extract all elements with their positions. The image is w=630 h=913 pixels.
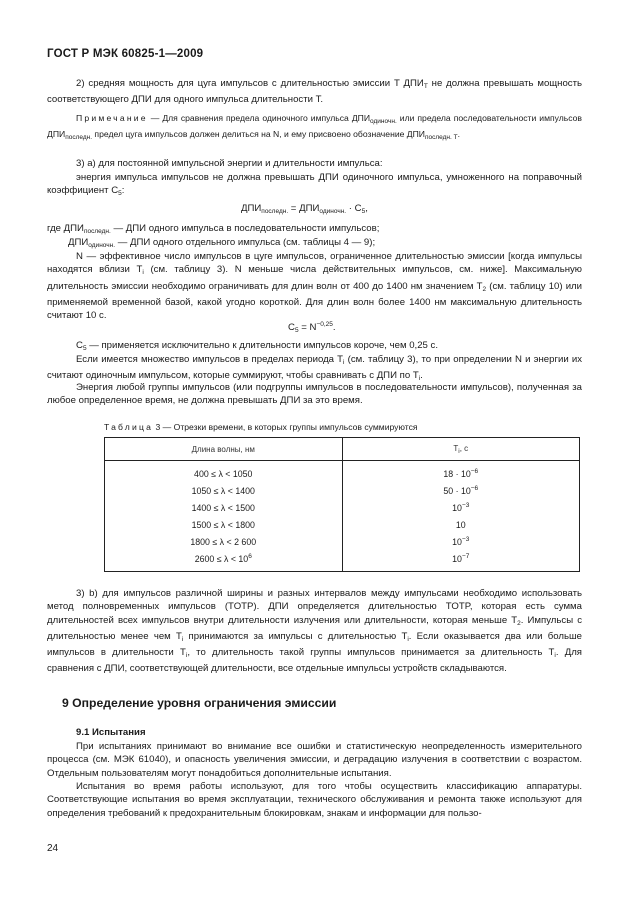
text: C <box>288 322 295 333</box>
text: C <box>76 340 83 351</box>
superscript: −6 <box>470 468 479 475</box>
paragraph-3a-body <box>47 171 582 201</box>
text: , то длительность такой группы импульсов принимается за длительность T <box>187 647 555 659</box>
text: 2600 ≤ λ < 10 <box>194 554 249 564</box>
text: : <box>121 185 125 197</box>
cell-range: 1050 ≤ λ < 1400 <box>105 482 343 499</box>
subscript: i <box>554 652 556 660</box>
cell-time <box>342 533 580 550</box>
text: · C <box>346 203 362 214</box>
text: Если имеется множество импульсов в пределах периода T <box>76 354 344 365</box>
subscript: последн. <box>65 134 93 141</box>
table-row <box>105 533 580 550</box>
table-row <box>105 550 580 572</box>
subscript: 5 <box>82 345 87 352</box>
header-time <box>342 438 580 461</box>
superscript: −6 <box>470 485 479 492</box>
caption-text: 3 — Отрезки времени, в которых группы импульсов суммируются <box>153 422 418 432</box>
superscript: −3 <box>461 536 470 543</box>
document-header: ГОСТ Р МЭК 60825-1—2009 <box>47 48 204 60</box>
text: ДПИ <box>68 237 89 248</box>
subscript: одиночн. <box>88 242 116 249</box>
text: При испытаниях принимают во внимание все ошибки и статистическую неопределенность измерительного процесса (см. МЭК 61040), и опасность увеличения эмиссии, и деградацию излучения в соответствии с возрастом. Отдельным пользователям могут понадобиться дополнительные испытания. <box>47 741 582 779</box>
subscript: 5 <box>361 208 366 215</box>
subscript: i <box>181 635 184 643</box>
text: 10 <box>452 554 462 564</box>
section-9-1-heading: 9.1 Испытания <box>76 727 146 738</box>
text: — ДПИ одного отдельного импульса (см. таблицы 4 — 9); <box>115 237 376 248</box>
subscript: i <box>142 269 144 277</box>
subscript: 2 <box>517 619 521 627</box>
cell-range: 1400 ≤ λ < 1500 <box>105 499 343 516</box>
cell-range <box>105 550 343 572</box>
cell-time <box>342 499 580 516</box>
subscript: 5 <box>294 327 299 334</box>
paragraph-2 <box>47 77 582 107</box>
subscript: i <box>407 635 409 643</box>
table-3 <box>104 437 580 572</box>
formula-2 <box>288 321 336 334</box>
text: не должна превышать мощность соответствующего ДПИ для одного импульса длительности T. <box>47 78 583 106</box>
table-row <box>105 499 580 516</box>
table-row <box>105 461 580 483</box>
section-9-heading: 9 Определение уровня ограничения эмиссии <box>62 696 337 710</box>
page-number: 24 <box>47 843 59 854</box>
text: . <box>457 129 460 139</box>
caption-label: Таблица <box>104 422 154 432</box>
superscript: −3 <box>461 502 470 509</box>
note-label: Примечание <box>76 113 148 123</box>
cell-time <box>342 461 580 483</box>
text: , <box>365 203 368 214</box>
table-caption <box>104 422 418 432</box>
subscript: одиночн. <box>370 118 397 125</box>
paragraph-3b <box>47 587 582 676</box>
paragraph-9-1-b <box>47 780 582 820</box>
text: , с <box>459 443 469 453</box>
subscript: 2 <box>482 285 487 293</box>
subscript: i <box>458 447 460 455</box>
text: = ДПИ <box>288 203 320 214</box>
text: принимаются за импульсы с длительностью T <box>183 630 408 642</box>
subscript: последн. T <box>424 134 458 141</box>
paragraph-9-1-a <box>47 740 582 780</box>
formula-1 <box>241 203 368 215</box>
text: . <box>332 322 336 333</box>
subscript: последн. <box>83 228 111 235</box>
table-row <box>105 516 580 533</box>
subscript: последн. <box>261 208 289 215</box>
cell-range: 1500 ≤ λ < 1800 <box>105 516 343 533</box>
cell-time <box>342 516 580 533</box>
paragraph-3a <box>47 157 582 170</box>
subscript: i <box>343 359 345 366</box>
subscript: 5 <box>118 190 122 198</box>
text: N — эффективное число импульсов в цуге импульсов, ограниченное длительностью эмиссии [когда импульсы находятся вблизи T <box>47 251 582 276</box>
note-paragraph <box>47 112 582 144</box>
paragraph-N <box>47 250 582 322</box>
text: 10 <box>455 519 466 530</box>
table-row <box>105 482 580 499</box>
subscript: i <box>185 652 188 660</box>
text: где ДПИ <box>47 223 84 234</box>
cell-time <box>342 550 580 572</box>
text: . Для сравнения с ДПИ, соответствующей длительности, все отдельные импульсы устройств складываются. <box>47 647 582 675</box>
text: = N <box>298 322 317 333</box>
header-wavelength: Длина волны, нм <box>105 438 343 461</box>
text: T <box>453 443 459 453</box>
paragraph-energy <box>47 381 582 408</box>
text: (см. таблицу 10) или применяемой временной базой, какой угодно короткой. Для длин волн более 1400 нм максимальную длительность считают 10 с. <box>47 280 583 322</box>
text: (см. таблицу 3), то при определении N и энергии их считают одиночным импульсом, которые суммируют, чтобы сравнивать с ДПИ по T <box>47 354 582 382</box>
subscript: одиночн. <box>319 208 347 215</box>
superscript: −0,25 <box>316 321 333 328</box>
text: или предела последовательности импульсов ДПИ <box>47 113 582 139</box>
text: энергия импульса импульсов не должна превышать ДПИ одиночного импульса, умноженного на поправочный коэффициент C <box>47 172 582 197</box>
text: 10 <box>452 537 462 547</box>
text: 2) средняя мощность для цуга импульсов с длительностью эмиссии T ДПИ <box>76 78 424 89</box>
text: — ДПИ одного импульса в последовательности импульсов; <box>110 223 380 234</box>
text: — Для сравнения предела одиночного импульса ДПИ <box>147 113 371 123</box>
table-header-row <box>105 438 580 461</box>
cell-time <box>342 482 580 499</box>
text: . Импульсы с длительностью менее чем T <box>47 614 583 642</box>
subscript: T <box>423 83 428 90</box>
subscript: i <box>418 375 421 383</box>
text: 3) b) для импульсов различной ширины и разных интервалов между импульсами необходимо использовать метод полновременных импульсов (TOTP). ДПИ определяется длительностью TOTP, которая есть сумма длительностей всех импульсов внутри длительности излучения или длительности, которая меньше T <box>47 588 582 626</box>
text: 18 · 10 <box>443 469 471 479</box>
text: Испытания во время работы используют, для того чтобы осуществить классификацию аппаратуры. Соответствующие испытания во время эксплуатации, технического обслуживания и ремонта также используют для определения требований к предохранительным блокировкам, знакам и информации для пользо- <box>47 781 582 819</box>
cell-range: 1800 ≤ λ < 2 600 <box>105 533 343 550</box>
cell-range: 400 ≤ λ < 1050 <box>105 461 343 483</box>
superscript: −7 <box>461 553 470 560</box>
text: (см. таблицу 3). N меньше числа действительных импульсов, см. ниже]. Максимальную длительность эмиссии необходимо ограничивать для длин волн от 400 до 1400 нм значением T <box>47 264 582 292</box>
text: 50 · 10 <box>443 486 471 496</box>
text: . Если оказывается два или больше импульсов в длительности T <box>47 630 582 659</box>
text: . <box>420 370 423 382</box>
superscript: 6 <box>248 553 252 560</box>
text: Энергия любой группы импульсов (или подгруппы импульсов в последовательности импульсов), полученная за любое определенное время, не должна превышать ДПИ за это время. <box>47 382 582 407</box>
text: ДПИ <box>241 203 262 214</box>
text: предел цуга импульсов должен делиться на N, и ему присвоено обозначение ДПИ <box>92 129 425 139</box>
text: 3) а) для постоянной импульсной энергии и длительности импульса: <box>76 158 383 169</box>
text: — применяется исключительно к длительности импульсов короче, чем 0,25 с. <box>86 340 439 351</box>
text: 10 <box>452 503 462 513</box>
